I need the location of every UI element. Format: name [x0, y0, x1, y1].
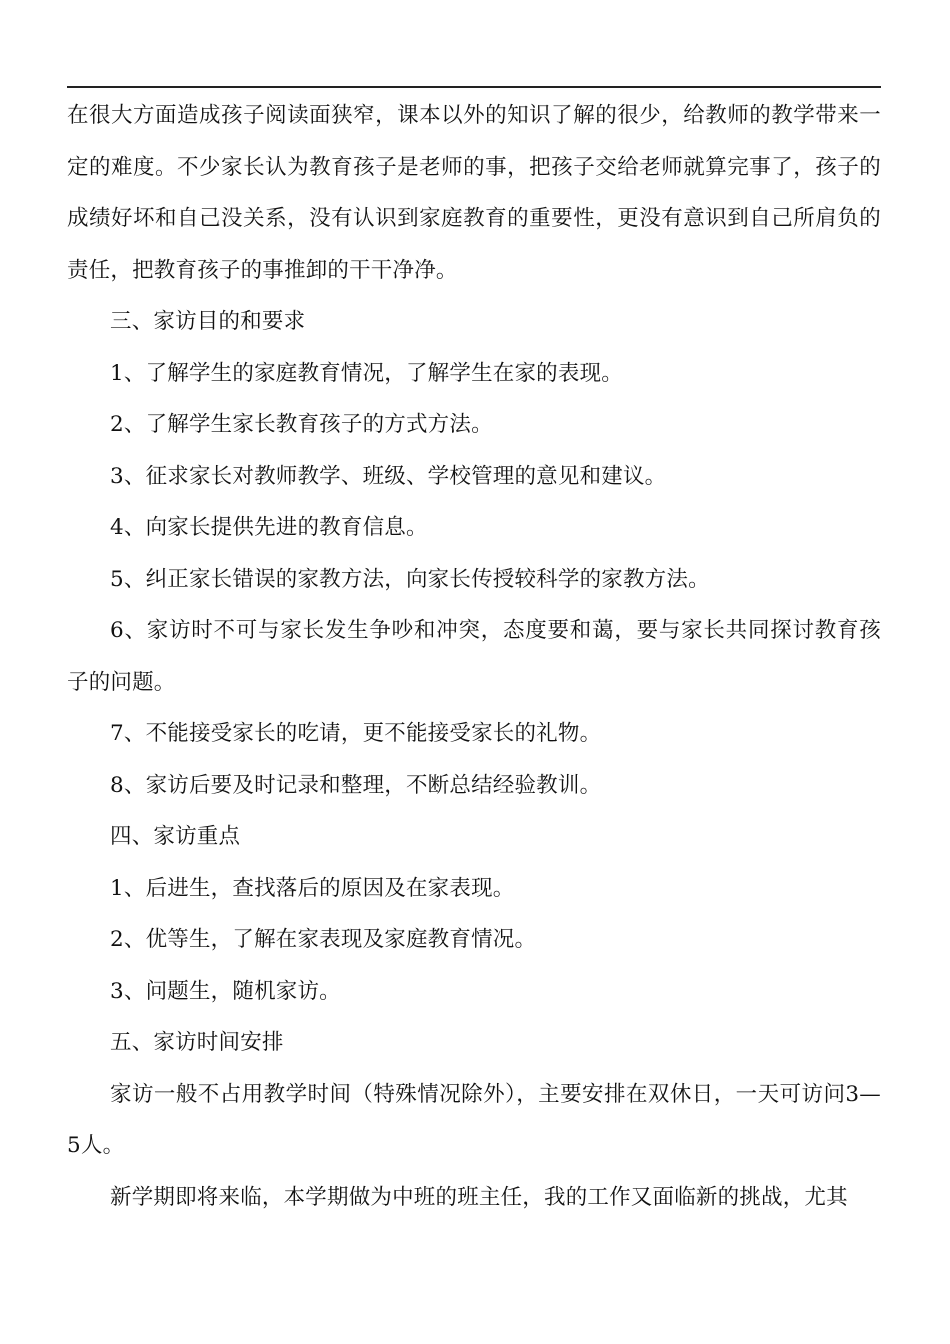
header-rule — [67, 86, 881, 88]
section-heading-schedule: 五、家访时间安排 — [110, 1030, 284, 1055]
list-item: 3、征求家长对教师教学、班级、学校管理的意见和建议。 — [110, 463, 667, 489]
schedule-paragraph: 家访一般不占用教学时间（特殊情况除外），主要安排在双休日，一天可访问3—5人。 — [67, 1081, 881, 1158]
list-item: 2、优等生，了解在家表现及家庭教育情况。 — [110, 927, 537, 952]
closing-paragraph: 新学期即将来临，本学期做为中班的班主任，我的工作又面临新的挑战，尤其 — [110, 1184, 848, 1210]
list-item: 8、家访后要及时记录和整理，不断总结经验教训。 — [110, 772, 602, 798]
list-item: 1、了解学生的家庭教育情况，了解学生在家的表现。 — [110, 360, 623, 386]
list-item: 1、后进生，查找落后的原因及在家表现。 — [110, 875, 515, 901]
list-item: 2、了解学生家长教育孩子的方式方法。 — [110, 412, 493, 437]
list-item: 7、不能接受家长的吃请，更不能接受家长的礼物。 — [110, 721, 602, 746]
document-body — [67, 90, 881, 1223]
section-heading-purpose: 三、家访目的和要求 — [110, 309, 306, 334]
intro-paragraph: 在很大方面造成孩子阅读面狭窄，课本以外的知识了解的很少，给教师的教学带来一定的难度。不少家长认为教育孩子是老师的事，把孩子交给老师就算完事了，孩子的成绩好坏和自己没关系，没有认识到家庭教育的重要性，更没有意识到自己所肩负的责任，把教育孩子的事推卸的干干净净。 — [67, 103, 881, 283]
list-item: 6、家访时不可与家长发生争吵和冲突，态度要和蔼，要与家长共同探讨教育孩子的问题。 — [67, 618, 881, 695]
section-heading-focus: 四、家访重点 — [110, 824, 241, 849]
list-item: 5、纠正家长错误的家教方法，向家长传授较科学的家教方法。 — [110, 566, 710, 592]
list-item: 3、问题生，随机家访。 — [110, 978, 341, 1004]
list-item: 4、向家长提供先进的教育信息。 — [110, 515, 428, 540]
